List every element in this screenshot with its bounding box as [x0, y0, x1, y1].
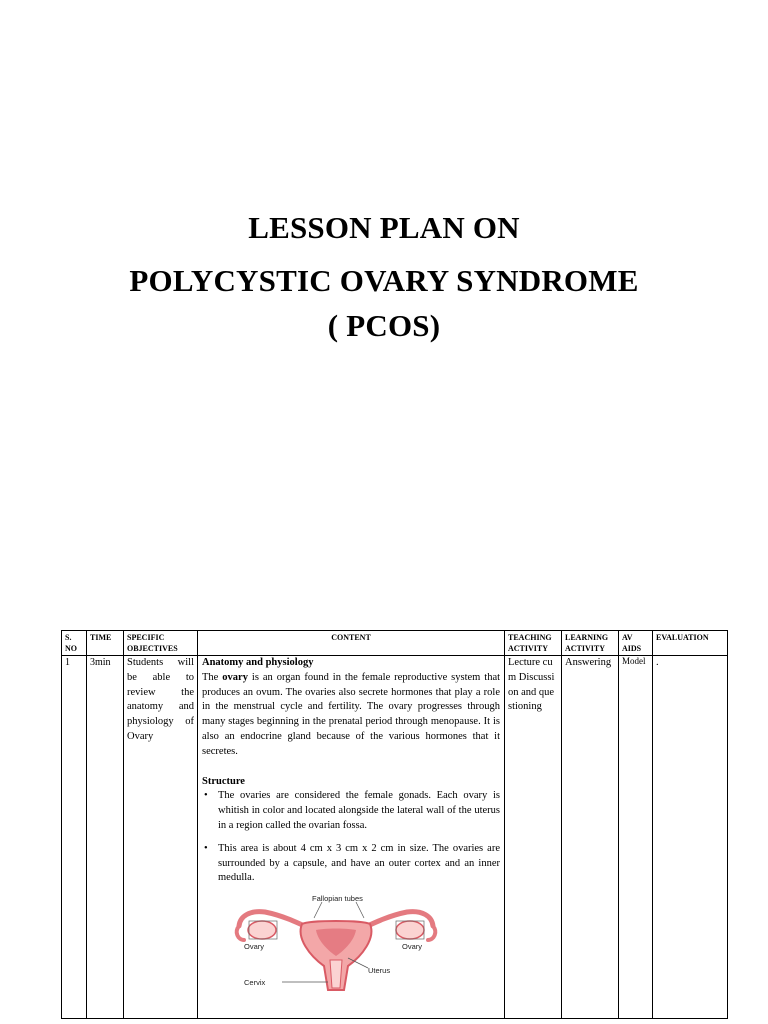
fallopian-leader-right	[356, 902, 364, 918]
para-bold-term: ovary	[222, 671, 248, 683]
label-ovary-right: Ovary	[402, 942, 423, 952]
cell-evaluation: .	[653, 656, 728, 1019]
table-row	[62, 656, 728, 1019]
left-ovary	[248, 921, 276, 939]
label-uterus: Uterus	[368, 966, 391, 976]
title-line-1: LESSON PLAN ON	[248, 210, 520, 245]
cell-content	[198, 656, 505, 1019]
header-evaluation: EVALUATION	[653, 631, 728, 656]
bullet-icon: •	[204, 790, 208, 802]
right-ovary	[396, 921, 424, 939]
header-teaching-activity: TEACHING ACTIVITY	[505, 631, 562, 656]
fallopian-leader-left	[314, 902, 322, 918]
label-fallopian: Fallopian tubes	[312, 894, 363, 904]
list-item	[202, 842, 500, 886]
para-prefix: The	[202, 671, 219, 683]
cell-av-aids: Model	[619, 656, 653, 1019]
header-learning-activity: LEARNING ACTIVITY	[562, 631, 619, 656]
cell-teaching: Lecture cum Discussion and questioning	[505, 656, 562, 1019]
cell-objective	[124, 656, 198, 1019]
cell-learning: Answering	[562, 656, 619, 1019]
header-av-aids: AV AIDS	[619, 631, 653, 656]
structure-heading: Structure	[202, 775, 245, 787]
bullet-icon: •	[204, 842, 208, 854]
objective-text: Students will be able to review the anatomy and physiology of Ovary	[127, 657, 194, 742]
bullet-text: The ovaries are considered the female gonads. Each ovary is whitish in color and located alongside the lateral wall of the uterus in a region called the ovarian fossa.	[218, 790, 500, 831]
header-time: TIME	[87, 631, 124, 656]
table-header-row	[62, 631, 728, 656]
cervix-shape	[330, 960, 342, 988]
content-heading: Anatomy and physiology	[202, 657, 314, 668]
title-line-3: ( PCOS)	[327, 308, 441, 343]
left-fimbriae	[237, 926, 244, 940]
structure-list	[202, 789, 500, 886]
header-content: CONTENT	[198, 631, 505, 656]
content-paragraph	[202, 671, 500, 760]
title-line-2: POLYCYSTIC OVARY SYNDROME	[129, 263, 639, 298]
header-objectives: SPECIFIC OBJECTIVES	[124, 631, 198, 656]
cell-time: 3min	[87, 656, 124, 1019]
label-ovary-left: Ovary	[244, 942, 265, 952]
uterus-diagram	[230, 894, 442, 994]
bullet-text: This area is about 4 cm x 3 cm x 2 cm in size. The ovaries are surrounded by a capsule, and have an outer cortex and an inner medulla.	[218, 842, 500, 884]
lesson-plan-table	[61, 630, 728, 1019]
label-cervix: Cervix	[244, 978, 266, 988]
list-item	[202, 789, 500, 833]
para-rest: is an organ found in the female reproductive system that produces an ovum. The ovaries also secrete hormones that play a role in the menstrual cycle and fertility. The ovary progresses through many stages beginning in the prenatal period through menopause. It is also an endocrine gland because of the various hormones that it secretes.	[202, 671, 501, 757]
header-sno: S. NO	[62, 631, 87, 656]
right-fimbriae	[428, 926, 435, 940]
cell-sno: 1	[62, 656, 87, 1019]
